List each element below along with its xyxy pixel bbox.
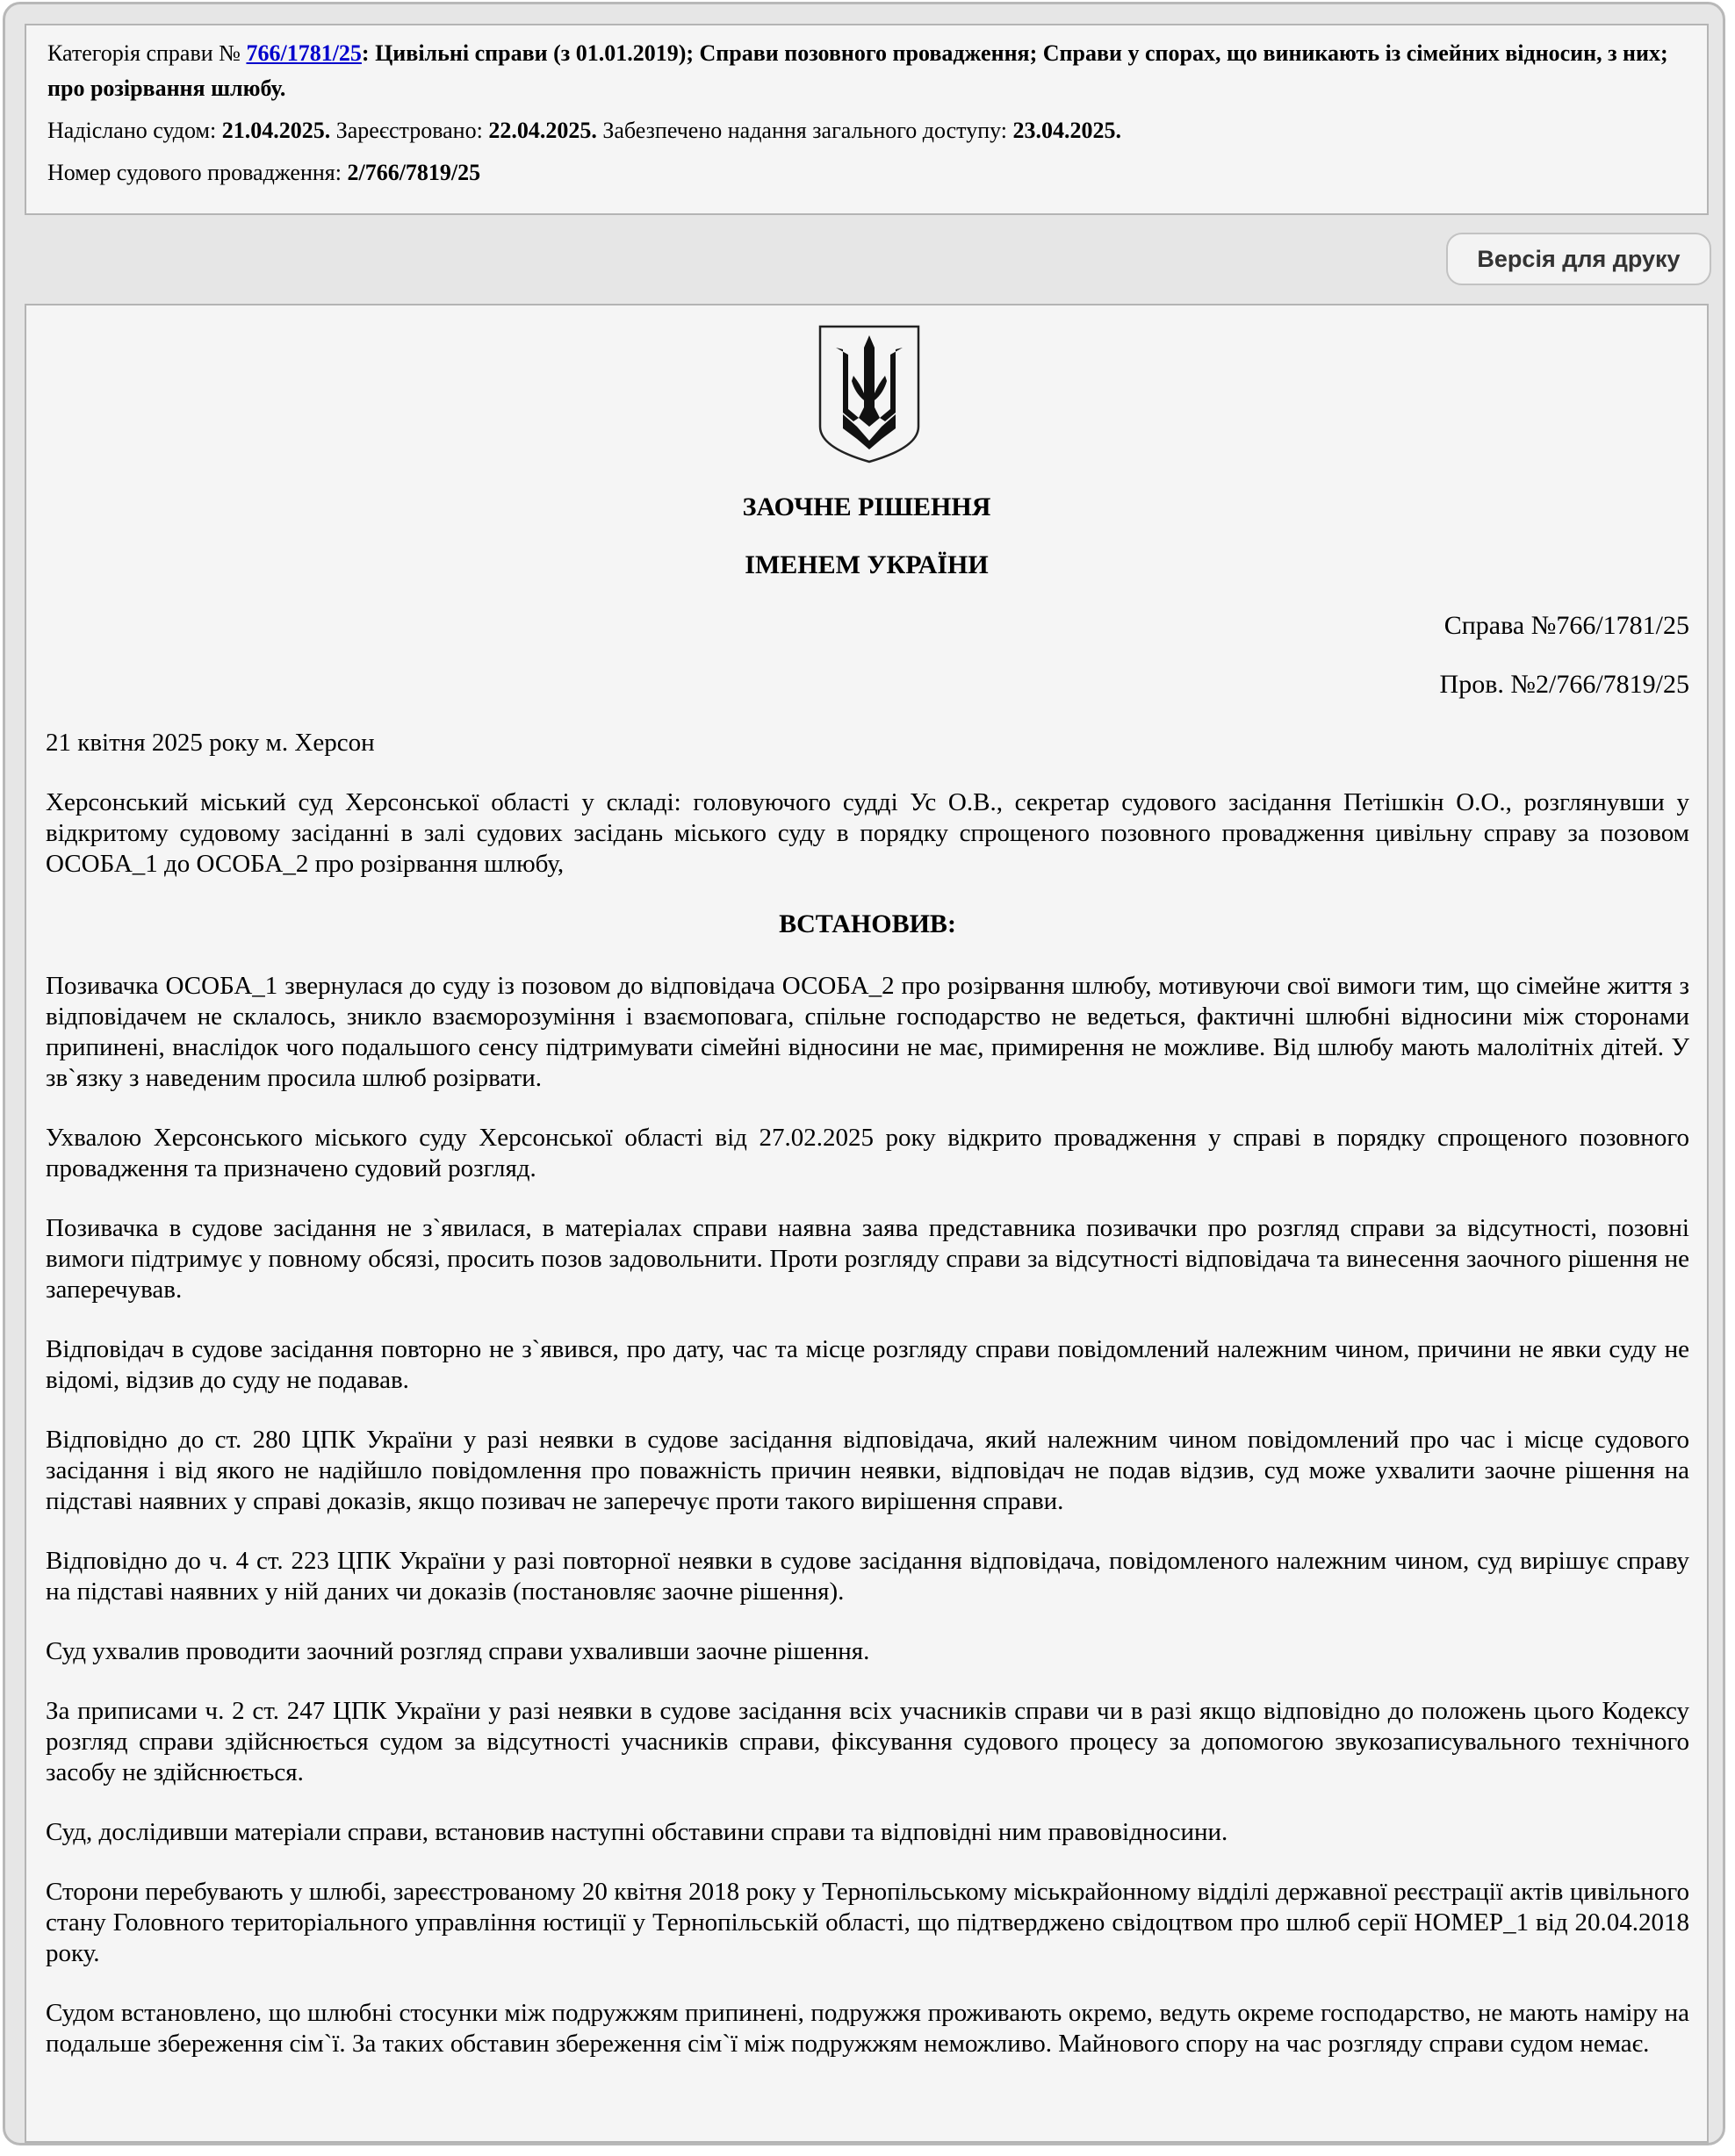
court-decision-document bbox=[25, 304, 1709, 2143]
intro-paragraph: Херсонський міський суд Херсонської області у складі: головуючого судді Ус О.В., секретар судового засідання Петішкін О.О., розглянувши у відкритому судовому засіданні в залі судових засідань міського суду в порядку спрощеного позовного провадження цивільну справу за позовом ОСОБА_1 до ОСОБА_2 про розірвання шлюбу, bbox=[46, 788, 1689, 878]
paragraph: За приписами ч. 2 ст. 247 ЦПК України у разі неявки в судове засідання всіх учасників справи чи в разі якщо відповідно до положень цього Кодексу розгляд справи здійснюється судом за відсутності учасників справи, фіксування судового процесу за допомогою звукозаписувального технічного засобу не здійснюється. bbox=[46, 1697, 1689, 1786]
case-dates: Надіслано судом: 21.04.2025. Зареєстровано: 22.04.2025. Забезпечено надання загального доступу: 23.04.2025. bbox=[47, 118, 1121, 143]
paragraph: Сторони перебувають у шлюбі, зареєстрованому 20 квітня 2018 року у Тернопільському міськрайонному відділі державної реєстрації актів цивільного стану Головного територіального управління юстиції у Тернопільській області, що підтверджено свідоцтвом про шлюб серії НОМЕР_1 від 20.04.2018 року. bbox=[46, 1878, 1689, 1967]
paragraph: Суд, дослідивши матеріали справи, встановив наступні обставини справи та відповідні ним правовідносини. bbox=[46, 1818, 1228, 1846]
established-heading: ВСТАНОВИВ: bbox=[779, 909, 956, 938]
coat-of-arms-icon bbox=[817, 323, 922, 465]
case-category: Категорія справи № 766/1781/25: Цивільні справи (з 01.01.2019); Справи позовного провадження; Справи у спорах, що виникають із сімейних відносин, з них; про розірвання шлюбу. bbox=[47, 40, 1668, 101]
case-metadata-panel bbox=[25, 24, 1709, 215]
paragraph: Судом встановлено, що шлюбні стосунки між подружжям припинені, подружжя проживають окремо, ведуть окреме господарство, не мають наміру на подальше збереження сім`ї. За таких обставин збереження сім`ї між подружжям неможливо. Майнового спору на час розгляду справи судом немає. bbox=[46, 1999, 1689, 2058]
paragraph: Позивачка в судове засідання не з`явилася, в матеріалах справи наявна заява представника позивачки про розгляд справи за відсутності, позовні вимоги підтримує у повному обсязі, просить позов задовольнити. Проти розгляду справи за відсутності відповідача та винесення заочного рішення не заперечував. bbox=[46, 1214, 1689, 1304]
paragraph: Відповідно до ч. 4 ст. 223 ЦПК України у разі повторної неявки в судове засідання відповідача, повідомленого належним чином, суд вирішує справу на підставі наявних у ній даних чи доказів (постановляє заочне рішення). bbox=[46, 1547, 1689, 1606]
print-version-button[interactable]: Версія для друку bbox=[1446, 233, 1711, 285]
proceeding-reference: Пров. №2/766/7819/25 bbox=[1439, 670, 1689, 699]
paragraph: Відповідно до ст. 280 ЦПК України у разі неявки в судове засідання відповідача, який належним чином повідомлений про час і місце судового засідання і від якого не надійшло повідомлення про поважність причин неявки, відповідач не подав відзив, суд може ухвалити заочне рішення на підставі наявних у справі доказів, якщо позивач не заперечує проти такого вирішення справи. bbox=[46, 1426, 1689, 1515]
case-number: Справа №766/1781/25 bbox=[1443, 611, 1689, 640]
decision-title: ЗАОЧНЕ РІШЕННЯ bbox=[742, 492, 991, 521]
paragraph: Відповідач в судове засідання повторно не з`явився, про дату, час та місце розгляду справи повідомлений належним чином, причини не явки суду не відомі, відзив до суду не подавав. bbox=[46, 1335, 1689, 1394]
page-frame bbox=[3, 2, 1725, 2145]
case-number-link[interactable]: 766/1781/25 bbox=[246, 40, 362, 66]
date-place: 21 квітня 2025 року м. Херсон bbox=[46, 729, 375, 757]
decision-subtitle: ІМЕНЕМ УКРАЇНИ bbox=[745, 550, 989, 579]
decision-body bbox=[46, 728, 1689, 2088]
paragraph: Суд ухвалив проводити заочний розгляд справи ухваливши заочне рішення. bbox=[46, 1637, 870, 1665]
paragraph: Ухвалою Херсонського міського суду Херсонської області від 27.02.2025 року відкрито провадження у справі в порядку спрощеного позовного провадження та призначено судовий розгляд. bbox=[46, 1124, 1689, 1182]
paragraph: Позивачка ОСОБА_1 звернулася до суду із позовом до відповідача ОСОБА_2 про розірвання шлюбу, мотивуючи свої вимоги тим, що сімейне життя з відповідачем не склалось, зникло взаєморозуміння і взаємоповага, спільне господарство не ведеться, фактичні шлюбні відносини між сторонами припинені, внаслідок чого подальшого сенсу підтримувати сімейні відносини не має, примирення не можливе. Від шлюбу мають малолітніх дітей. У зв`язку з наведеним просила шлюб розірвати. bbox=[46, 972, 1689, 1092]
proceeding-number: Номер судового провадження: 2/766/7819/25 bbox=[47, 160, 481, 185]
